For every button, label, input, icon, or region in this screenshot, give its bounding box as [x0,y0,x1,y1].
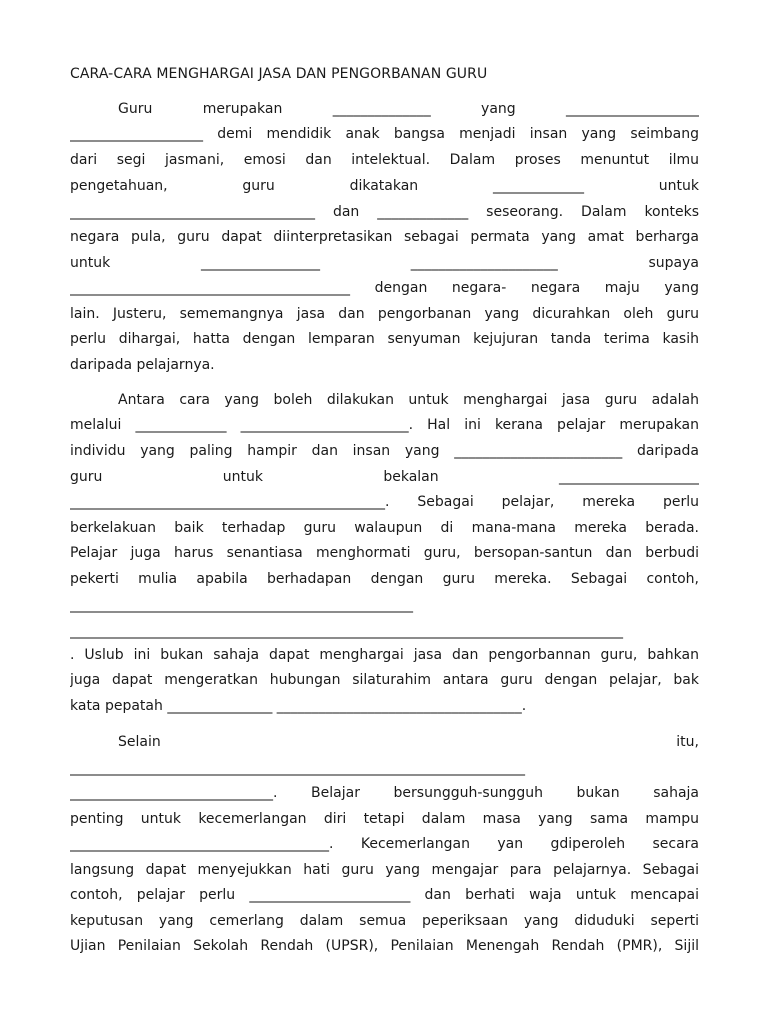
paragraph-line: Antara cara yang boleh dilakukan untuk menghargai jasa guru adalah [118,392,699,408]
paragraph-line: _____________________________________________. Sebagai pelajar, mereka perlu [70,494,699,510]
paragraph-line: untuk _________________ _____________________ supaya [70,255,699,271]
paragraph-line: penting untuk kecemerlangan diri tetapi dalam masa yang sama mampu [70,811,699,827]
paragraph-line: pengetahuan, guru dikatakan _____________ untuk [70,178,699,194]
paragraph-line: juga dapat mengeratkan hubungan silaturahim antara guru dengan pelajar, bak [70,672,699,688]
paragraph-line: guru untuk bekalan ____________________ [70,469,699,485]
paragraph-line: perlu dihargai, hatta dengan lemparan senyuman kejujuran tanda terima kasih [70,331,699,347]
paragraph-line: daripada pelajarnya. [70,357,215,373]
paragraph-line: ___________________ demi mendidik anak bangsa menjadi insan yang seimbang [70,126,699,142]
paragraph-line: Ujian Penilaian Sekolah Rendah (UPSR), Penilaian Menengah Rendah (PMR), Sijil [70,938,699,954]
paragraph-line: _________________________________________________________________ [70,760,525,776]
document-title: CARA-CARA MENGHARGAI JASA DAN PENGORBANAN GURU [70,66,488,82]
paragraph-line: _______________________________________________________________________________ [70,623,623,639]
paragraph-line: contoh, pelajar perlu _______________________ dan berhati waja untuk mencapai [70,887,699,903]
paragraph-line: melalui _____________ ________________________. Hal ini kerana pelajar merupakan [70,417,699,433]
paragraph-line: lain. Justeru, sememangnya jasa dan pengorbanan yang dicurahkan oleh guru [70,306,699,322]
paragraph-line: berkelakuan baik terhadap guru walaupun di mana-mana mereka berada. [70,520,699,536]
paragraph-line: _____________________________. Belajar bersungguh-sungguh bukan sahaja [70,785,699,801]
paragraph-line: _____________________________________. Kecemerlangan yan gdiperoleh secara [70,836,699,852]
paragraph-line: pekerti mulia apabila berhadapan dengan guru mereka. Sebagai contoh, [70,571,699,587]
paragraph-line: negara pula, guru dapat diinterpretasikan sebagai permata yang amat berharga [70,229,699,245]
paragraph-line: Pelajar juga harus senantiasa menghormati guru, bersopan-santun dan berbudi [70,545,699,561]
paragraph-line: langsung dapat menyejukkan hati guru yang mengajar para pelajarnya. Sebagai [70,862,699,878]
paragraph-line: . Uslub ini bukan sahaja dapat menghargai jasa dan pengorbannan guru, bahkan [70,647,699,663]
paragraph-line: dari segi jasmani, emosi dan intelektual. Dalam proses menuntut ilmu [70,152,699,168]
paragraph-line: Selain itu, [118,734,699,750]
paragraph-line: kata pepatah _______________ ___________________________________. [70,698,527,714]
paragraph-line: keputusan yang cemerlang dalam semua peperiksaan yang diduduki seperti [70,913,699,929]
paragraph-line: _________________________________________________ [70,597,413,613]
paragraph-line: ___________________________________ dan _____________ seseorang. Dalam konteks [70,204,699,220]
paragraph-line: ________________________________________ dengan negara- negara maju yang [70,280,699,296]
paragraph-line: Guru merupakan ______________ yang ___________________ [118,101,699,117]
paragraph-line: individu yang paling hampir dan insan yang ________________________ daripada [70,443,699,459]
